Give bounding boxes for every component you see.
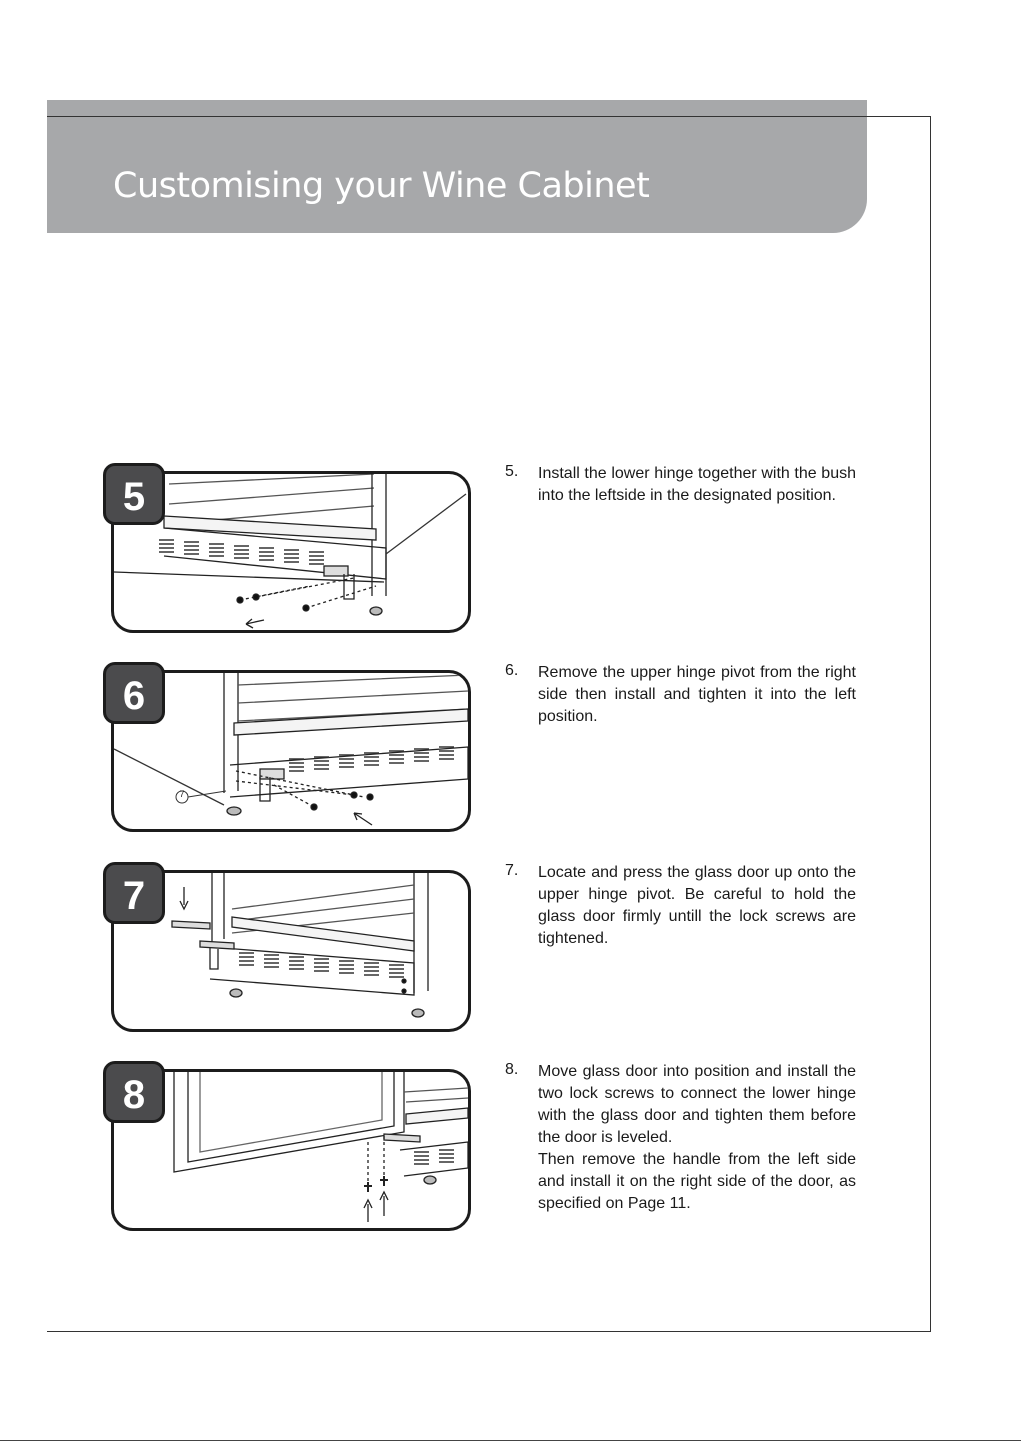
step-5-number: 5. (505, 463, 519, 480)
header-band (47, 100, 867, 233)
step-7-number: 7. (505, 862, 519, 879)
page-bottom-rule (0, 1440, 1021, 1441)
step-6 (103, 662, 863, 834)
step-7-text (538, 862, 856, 950)
step-5 (103, 463, 863, 635)
step-8-paragraph-2: Then remove the handle from the left side and install it on the right side of the door, as specified on Page 11. (538, 1151, 856, 1212)
step-5-illustration (111, 471, 471, 633)
step-6-illustration (111, 670, 471, 832)
step-5-text (538, 463, 856, 507)
step-8-paragraph-1: Move glass door into position and install the two lock screws to connect the lower hinge with the glass door and tighten them before the door is leveled. (538, 1063, 856, 1146)
frame-bottom-rule (47, 1331, 931, 1332)
step-7-illustration (111, 870, 471, 1032)
step-8-illustration (111, 1069, 471, 1231)
step-8-text (538, 1061, 856, 1215)
step-5-badge: 5 (103, 463, 165, 525)
step-6-paragraph: Remove the upper hinge pivot from the right side then install and tighten it into the left position. (538, 664, 856, 725)
step-8 (103, 1061, 863, 1233)
step-8-badge: 8 (103, 1061, 165, 1123)
frame-right-rule (930, 116, 931, 1332)
page-title: Customising your Wine Cabinet (113, 166, 650, 206)
step-7 (103, 862, 863, 1034)
step-6-badge: 6 (103, 662, 165, 724)
step-7-paragraph: Locate and press the glass door up onto the upper hinge pivot. Be careful to hold the glass door firmly untill the lock screws are tightened. (538, 864, 856, 947)
frame-top-rule (47, 116, 931, 117)
step-8-number: 8. (505, 1061, 519, 1078)
step-6-text (538, 662, 856, 728)
step-5-paragraph: Install the lower hinge together with the bush into the leftside in the designated position. (538, 465, 856, 504)
step-7-badge: 7 (103, 862, 165, 924)
step-6-number: 6. (505, 662, 519, 679)
part-callout-label: 7 (179, 789, 185, 799)
